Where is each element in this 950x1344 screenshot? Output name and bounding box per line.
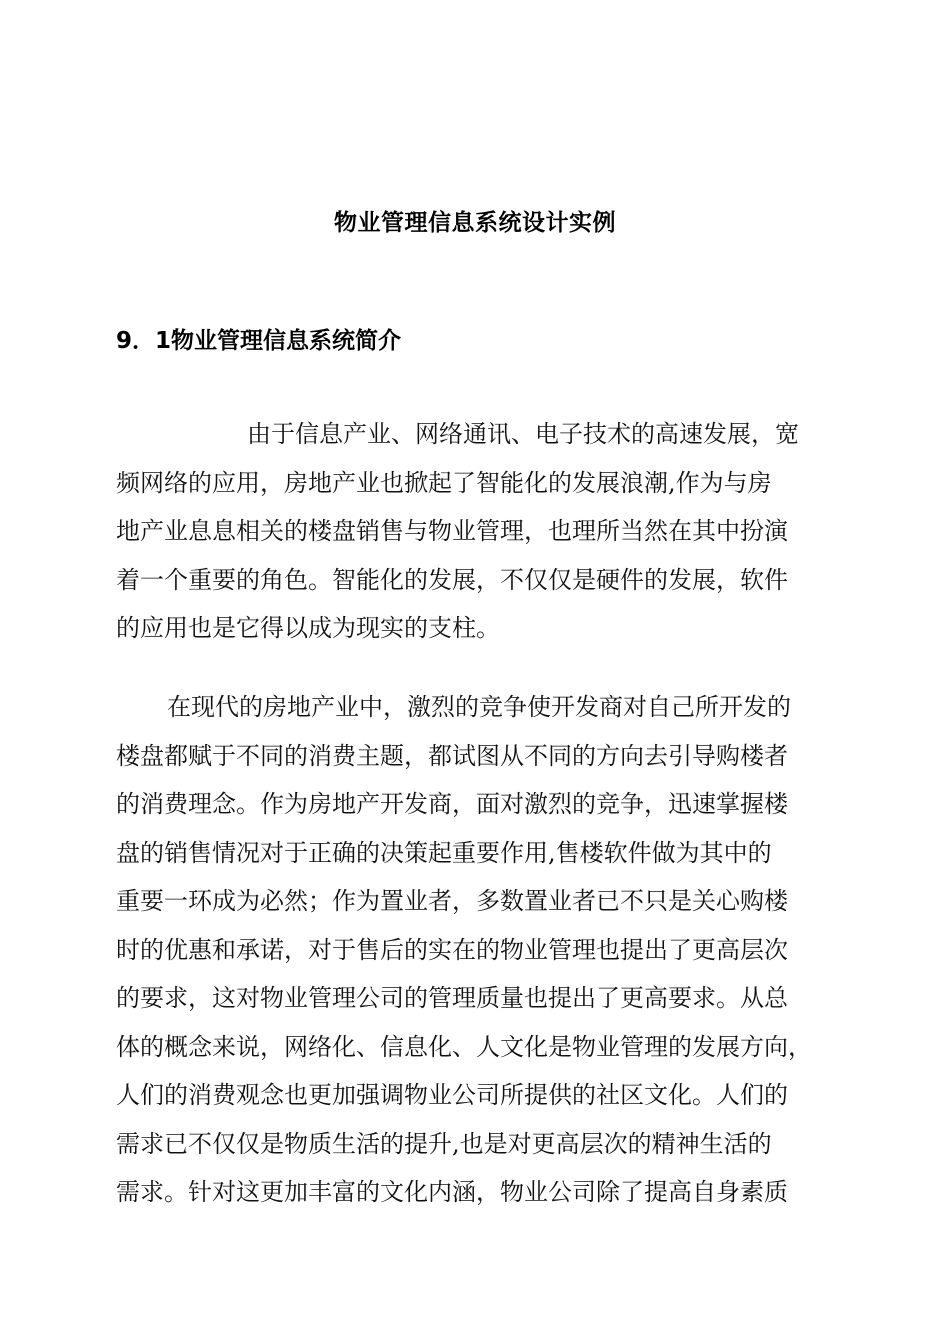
paragraph-line: 需求已不仅仅是物质生活的提升,也是对更高层次的精神生活的 (116, 1129, 772, 1158)
paragraph-line: 的应用也是它得以成为现实的支柱。 (116, 614, 500, 642)
section-heading: 9．1物业管理信息系统简介 (116, 328, 402, 354)
paragraph-line: 的要求，这对物业管理公司的管理质量也提出了更高要求。从总 (116, 984, 788, 1012)
paragraph-line: 着一个重要的角色。智能化的发展，不仅仅是硬件的发展，软件 (116, 565, 788, 594)
paragraph-line: 频网络的应用，房地产业也掀起了智能化的发展浪潮,作为与房 (116, 468, 772, 497)
paragraph-line: 盘的销售情况对于正确的决策起重要作用,售楼软件做为其中的 (116, 838, 772, 867)
paragraph-market (116, 683, 836, 1217)
document-title: 物业管理信息系统设计实例 (334, 210, 616, 236)
paragraph-line: 人们的消费观念也更加强调物业公司所提供的社区文化。人们的 (116, 1081, 788, 1109)
paragraph-line: 在现代的房地产业中，激烈的竞争使开发商对自己所开发的 (167, 693, 791, 721)
paragraph-line: 时的优惠和承诺，对于售后的实在的物业管理也提出了更高层次 (116, 935, 788, 964)
paragraph-line: 的消费理念。作为房地产开发商，面对激烈的竞争，迅速掌握楼 (116, 790, 788, 818)
paragraph-line: 由于信息产业、网络通讯、电子技术的高速发展，宽 (247, 420, 799, 448)
paragraph-intro (116, 410, 836, 653)
paragraph-line: 体的概念来说，网络化、信息化、人文化是物业管理的发展方向， (116, 1032, 812, 1061)
paragraph-line: 楼盘都赋于不同的消费主题，都试图从不同的方向去引导购楼者 (116, 741, 788, 770)
paragraph-line: 地产业息息相关的楼盘销售与物业管理，也理所当然在其中扮演 (116, 517, 788, 545)
paragraph-line: 需求。针对这更加丰富的文化内涵，物业公司除了提高自身素质 (116, 1178, 788, 1206)
paragraph-line: 重要一环成为必然；作为置业者，多数置业者已不只是关心购楼 (116, 887, 788, 915)
